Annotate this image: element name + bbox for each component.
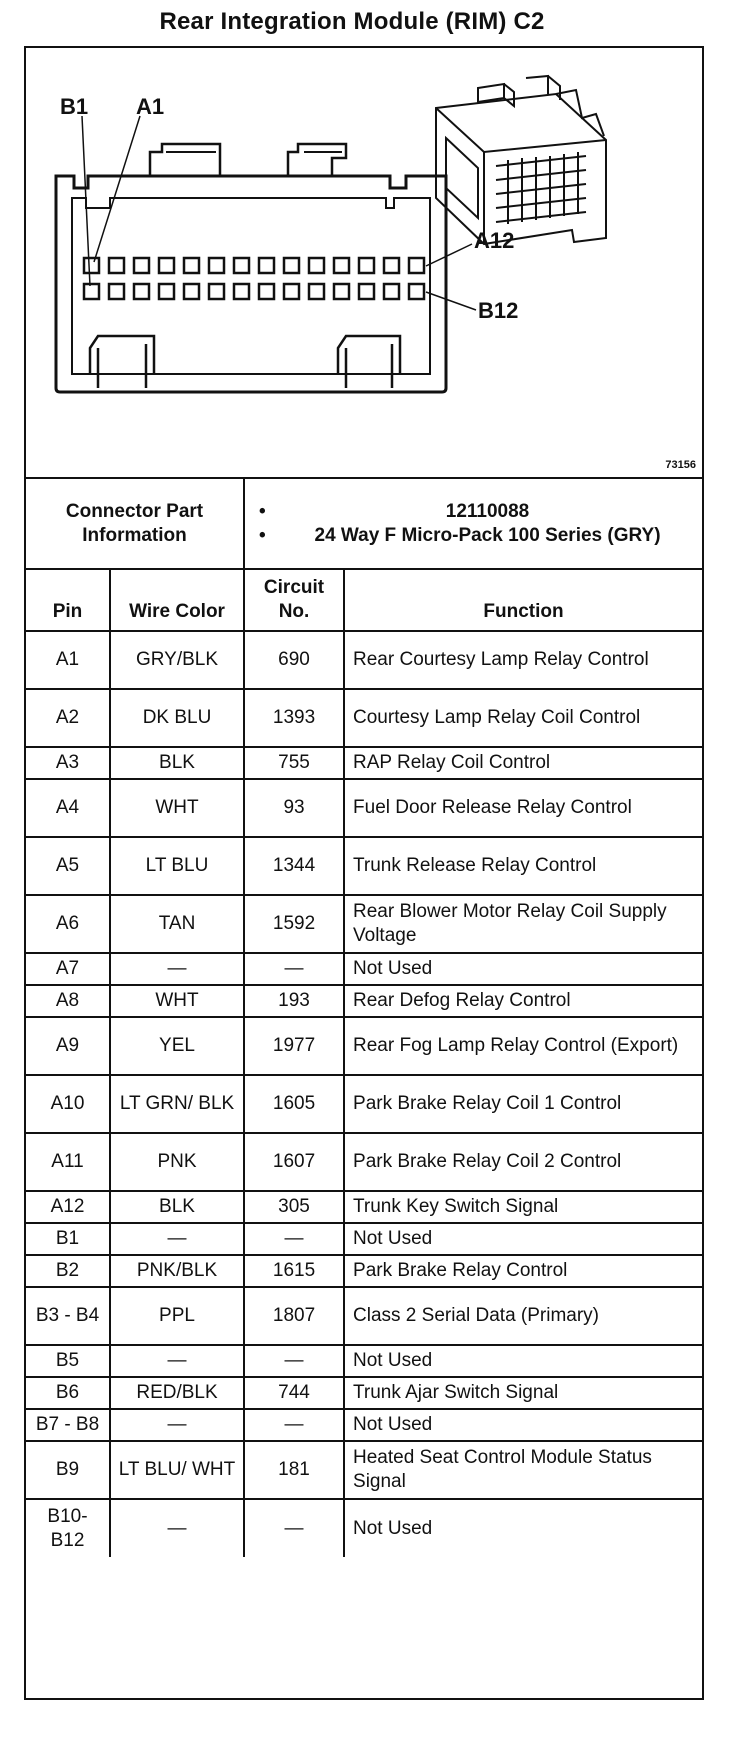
wire-color-cell: DK BLU xyxy=(110,689,244,747)
b1-label: B1 xyxy=(60,94,89,119)
table-row xyxy=(26,747,702,779)
wire-color-cell: — xyxy=(110,1409,244,1441)
table-row xyxy=(26,1017,702,1075)
pin-cell: B7 - B8 xyxy=(26,1409,110,1441)
table-row xyxy=(26,953,702,985)
function-cell: Rear Blower Motor Relay Coil Supply Voltage xyxy=(344,895,702,953)
pin-cell: B3 - B4 xyxy=(26,1287,110,1345)
function-cell: Trunk Ajar Switch Signal xyxy=(344,1377,702,1409)
circuit-cell: — xyxy=(244,1223,344,1255)
function-cell: Not Used xyxy=(344,953,702,985)
wire-color-cell: WHT xyxy=(110,985,244,1017)
circuit-cell: 1605 xyxy=(244,1075,344,1133)
table-row xyxy=(26,779,702,837)
wire-color-cell: LT BLU/ WHT xyxy=(110,1441,244,1499)
circuit-cell: 1607 xyxy=(244,1133,344,1191)
connector-diagram xyxy=(26,48,702,479)
table-row xyxy=(26,1377,702,1409)
pin-cell: A10 xyxy=(26,1075,110,1133)
connector-part-number: • 12110088 xyxy=(275,500,700,524)
table-row xyxy=(26,1499,702,1557)
function-cell: Rear Courtesy Lamp Relay Control xyxy=(344,631,702,689)
pin-cell: A11 xyxy=(26,1133,110,1191)
pin-cell: B2 xyxy=(26,1255,110,1287)
wire-color-cell: LT BLU xyxy=(110,837,244,895)
a12-label: A12 xyxy=(474,228,515,253)
table-row xyxy=(26,1075,702,1133)
connector-face-drawing xyxy=(26,48,702,477)
wire-color-cell: — xyxy=(110,1499,244,1557)
header-function: Function xyxy=(344,569,702,631)
wire-color-cell: BLK xyxy=(110,747,244,779)
table-row xyxy=(26,689,702,747)
circuit-cell: 1615 xyxy=(244,1255,344,1287)
table-row xyxy=(26,1409,702,1441)
wire-color-cell: TAN xyxy=(110,895,244,953)
circuit-cell: 1977 xyxy=(244,1017,344,1075)
wire-color-cell: YEL xyxy=(110,1017,244,1075)
wire-color-cell: — xyxy=(110,1345,244,1377)
connector-description: • 24 Way F Micro-Pack 100 Series (GRY) xyxy=(275,524,700,548)
circuit-cell: 93 xyxy=(244,779,344,837)
table-row xyxy=(26,895,702,953)
circuit-cell: 1592 xyxy=(244,895,344,953)
wire-color-cell: — xyxy=(110,1223,244,1255)
a1-label: A1 xyxy=(136,94,165,119)
connector-info-row xyxy=(26,479,702,569)
circuit-cell: 305 xyxy=(244,1191,344,1223)
wire-color-cell: WHT xyxy=(110,779,244,837)
figure-number: 73156 xyxy=(665,459,696,471)
table-row xyxy=(26,1133,702,1191)
connector-info-list xyxy=(244,479,702,569)
wire-color-cell: PNK xyxy=(110,1133,244,1191)
function-cell: RAP Relay Coil Control xyxy=(344,747,702,779)
pin-cell: A8 xyxy=(26,985,110,1017)
pin-cell: A6 xyxy=(26,895,110,953)
pin-cell: B6 xyxy=(26,1377,110,1409)
pin-cell: A4 xyxy=(26,779,110,837)
table-row xyxy=(26,1223,702,1255)
header-pin: Pin xyxy=(26,569,110,631)
header-circuit: Circuit No. xyxy=(244,569,344,631)
function-cell: Park Brake Relay Coil 2 Control xyxy=(344,1133,702,1191)
pin-cell: B10- B12 xyxy=(26,1499,110,1557)
pinout-table xyxy=(26,479,702,1557)
pin-cell: A12 xyxy=(26,1191,110,1223)
circuit-cell: — xyxy=(244,953,344,985)
wire-color-cell: — xyxy=(110,953,244,985)
pin-cell: A2 xyxy=(26,689,110,747)
function-cell: Trunk Release Relay Control xyxy=(344,837,702,895)
circuit-cell: 1344 xyxy=(244,837,344,895)
function-cell: Not Used xyxy=(344,1409,702,1441)
pin-cell: A3 xyxy=(26,747,110,779)
table-row xyxy=(26,1287,702,1345)
table-row xyxy=(26,1441,702,1499)
function-cell: Not Used xyxy=(344,1499,702,1557)
wire-color-cell: LT GRN/ BLK xyxy=(110,1075,244,1133)
b12-label: B12 xyxy=(478,298,519,323)
function-cell: Courtesy Lamp Relay Coil Control xyxy=(344,689,702,747)
table-row xyxy=(26,837,702,895)
circuit-cell: — xyxy=(244,1345,344,1377)
circuit-cell: 181 xyxy=(244,1441,344,1499)
function-cell: Not Used xyxy=(344,1345,702,1377)
function-cell: Class 2 Serial Data (Primary) xyxy=(344,1287,702,1345)
circuit-cell: 193 xyxy=(244,985,344,1017)
pin-cell: A5 xyxy=(26,837,110,895)
function-cell: Park Brake Relay Control xyxy=(344,1255,702,1287)
table-row xyxy=(26,985,702,1017)
pin-cell: A9 xyxy=(26,1017,110,1075)
pin-cell: B1 xyxy=(26,1223,110,1255)
function-cell: Trunk Key Switch Signal xyxy=(344,1191,702,1223)
pin-cell: B5 xyxy=(26,1345,110,1377)
table-row xyxy=(26,1191,702,1223)
function-cell: Rear Fog Lamp Relay Control (Export) xyxy=(344,1017,702,1075)
page-title: Rear Integration Module (RIM) C2 xyxy=(159,8,545,35)
function-cell: Not Used xyxy=(344,1223,702,1255)
circuit-cell: — xyxy=(244,1409,344,1441)
pin-cell: A1 xyxy=(26,631,110,689)
table-row xyxy=(26,631,702,689)
function-cell: Rear Defog Relay Control xyxy=(344,985,702,1017)
pin-cell: A7 xyxy=(26,953,110,985)
function-cell: Heated Seat Control Module Status Signal xyxy=(344,1441,702,1499)
circuit-cell: 1807 xyxy=(244,1287,344,1345)
circuit-cell: 1393 xyxy=(244,689,344,747)
wire-color-cell: BLK xyxy=(110,1191,244,1223)
wire-color-cell: PPL xyxy=(110,1287,244,1345)
circuit-cell: 755 xyxy=(244,747,344,779)
header-wire-color: Wire Color xyxy=(110,569,244,631)
table-header-row xyxy=(26,569,702,631)
function-cell: Fuel Door Release Relay Control xyxy=(344,779,702,837)
pin-cell: B9 xyxy=(26,1441,110,1499)
wire-color-cell: RED/BLK xyxy=(110,1377,244,1409)
wire-color-cell: PNK/BLK xyxy=(110,1255,244,1287)
table-row xyxy=(26,1345,702,1377)
circuit-cell: — xyxy=(244,1499,344,1557)
circuit-cell: 690 xyxy=(244,631,344,689)
circuit-cell: 744 xyxy=(244,1377,344,1409)
function-cell: Park Brake Relay Coil 1 Control xyxy=(344,1075,702,1133)
connector-sheet xyxy=(24,46,704,1700)
table-row xyxy=(26,1255,702,1287)
connector-info-label: Connector Part Information xyxy=(26,479,244,569)
wire-color-cell: GRY/BLK xyxy=(110,631,244,689)
